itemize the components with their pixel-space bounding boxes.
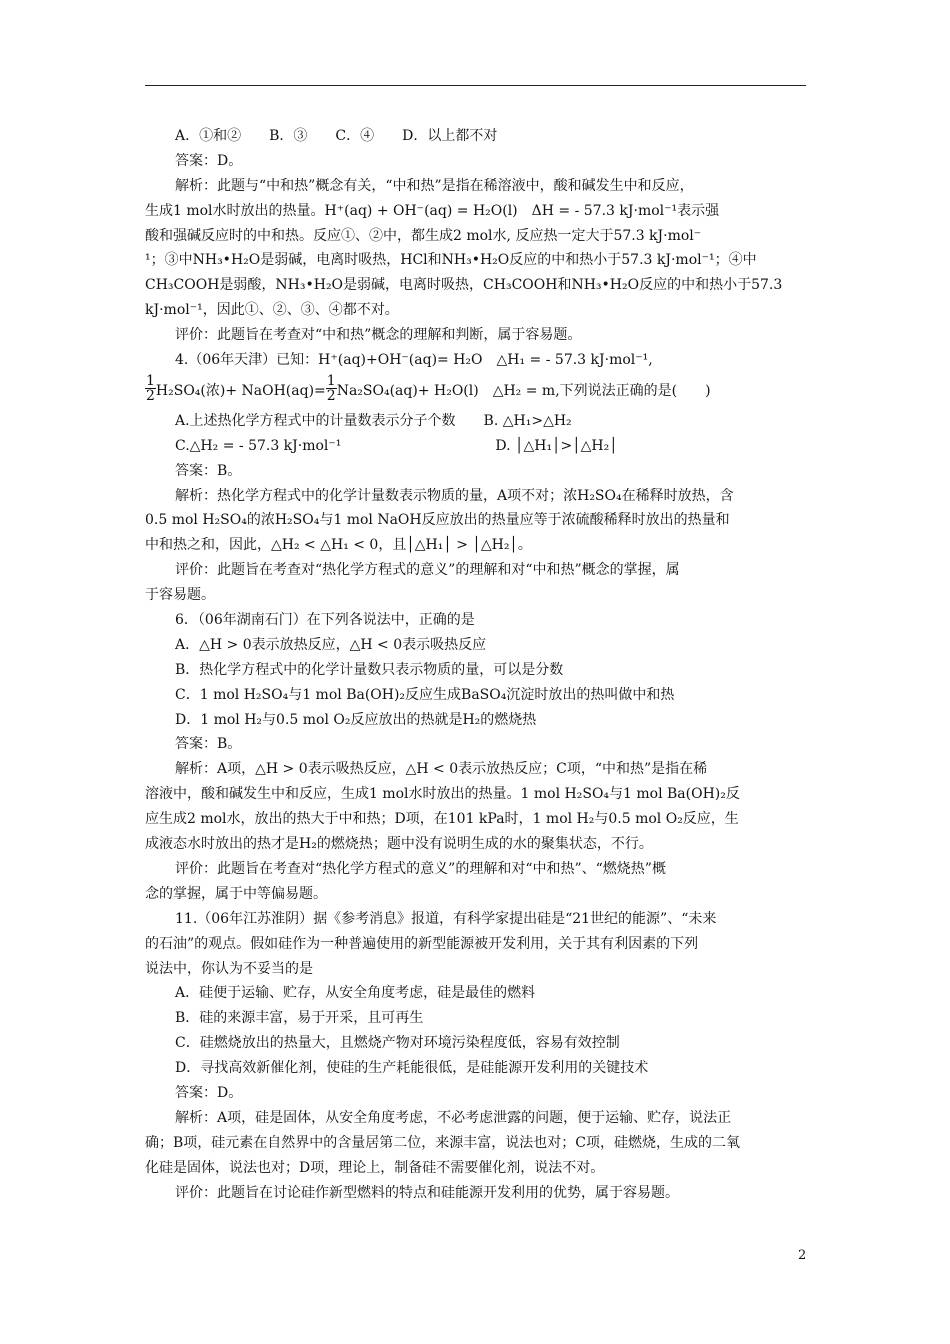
text-line: B．热化学方程式中的化学计量数只表示物质的量，可以是分数 [175,661,564,678]
text-line: A.上述热化学方程式中的计量数表示分子个数 B. △H₁>△H₂ [175,412,572,429]
header-rule [145,85,806,86]
text-line: 化硅是固体，说法也对；D项，理论上，制备硅不需要催化剂，说法不对。 [145,1159,605,1176]
text-line: 于容易题。 [145,587,215,604]
text-line: ¹；③中NH₃•H₂O是弱碱，电离时吸热，HCl和NH₃•H₂O反应的中和热小于57.3 kJ·mol⁻¹；④中 [145,252,757,269]
text-line: 11.（06年江苏淮阴）据《参考消息》报道，有科学家提出硅是“21世纪的能源”、“未来 [175,910,717,927]
text-line: 解析：此题与“中和热”概念有关，“中和热”是指在稀溶液中，酸和碱发生中和反应， [175,177,694,194]
text-line: C．硅燃烧放出的热量大，且燃烧产物对环境污染程度低，容易有效控制 [175,1035,620,1052]
text-line: D．寻找高效新催化剂，使硅的生产耗能很低，是硅能源开发利用的关键技术 [175,1060,649,1077]
text-line: D．1 mol H₂与0.5 mol O₂反应放出的热就是H₂的燃烧热 [175,711,537,728]
text-line: kJ·mol⁻¹，因此①、②、③、④都不对。 [145,302,399,319]
text-line: CH₃COOH是弱酸，NH₃•H₂O是弱碱，电离时吸热，CH₃COOH和NH₃•H₂O反应的中和热小于57.3 [145,277,783,294]
text-line: A．硅便于运输、贮存，从安全角度考虑，硅是最佳的燃料 [175,985,536,1002]
text-line: 4.（06年天津）已知：H⁺(aq)+OH⁻(aq)= H₂O △H₁ = - 57.3 kJ·mol⁻¹, [175,352,653,369]
text-line: 答案：B。 [175,462,242,479]
text-line: A．①和② B．③ C．④ D．以上都不对 [175,128,498,144]
document-body [145,124,807,1205]
page-number: 2 [798,1248,807,1263]
text-line: 6．（06年湖南石门）在下列各说法中，正确的是 [175,612,475,629]
text-line: C．1 mol H₂SO₄与1 mol Ba(OH)₂反应生成BaSO₄沉淀时放出的热叫做中和热 [175,686,675,703]
text-line: 答案：B。 [175,736,242,753]
text-line: 酸和强碱反应时的中和热。反应①、②中，都生成2 mol水, 反应热一定大于57.3 kJ·mol⁻ [145,227,702,244]
equation-line [145,373,807,409]
text-line: 评价：此题旨在考查对“热化学方程式的意义”的理解和对“中和热”、“燃烧热”概 [175,860,666,877]
text-line: 应生成2 mol水，放出的热大于中和热；D项，在101 kPa时，1 mol H₂与0.5 mol O₂反应，生 [145,811,739,828]
text-line: 说法中，你认为不妥当的是 [145,960,313,977]
fraction-half: $\frac{1}{2}$ [146,373,155,405]
text-line: 解析：A项，硅是固体，从安全角度考虑，不必考虑泄露的问题，便于运输、贮存，说法正 [175,1109,732,1126]
text-line: 确；B项，硅元素在自然界中的含量居第二位，来源丰富，说法也对；C项，硅燃烧，生成的二氧 [145,1134,740,1151]
text-line: 评价：此题旨在考查对“热化学方程式的意义”的理解和对“中和热”概念的掌握，属 [175,562,680,579]
fraction-half: $\frac{1}{2}$ [326,373,336,405]
text-line: C.△H₂ = - 57.3 kJ·mol⁻¹ D. │△H₁│>│△H₂│ [175,437,618,454]
text-line: 溶液中，酸和碱发生中和反应，生成1 mol水时放出的热量。1 mol H₂SO₄与1 mol Ba(OH)₂反 [145,786,740,803]
text-line: 评价：此题旨在讨论硅作新型燃料的特点和硅能源开发利用的优势，属于容易题。 [175,1184,679,1201]
text-line: 解析：A项，△H > 0表示吸热反应，△H < 0表示放热反应；C项，“中和热”是指在稀 [175,761,708,778]
text-block-2 [145,409,807,1206]
text-line: 中和热之和，因此，△H₂ < △H₁ < 0，且│△H₁│ > │△H₂│。 [145,537,532,554]
equation-text-1: H₂SO₄(浓)+ NaOH(aq)= [155,382,326,399]
text-line: A．△H > 0表示放热反应，△H < 0表示吸热反应 [175,636,487,653]
text-line: 0.5 mol H₂SO₄的浓H₂SO₄与1 mol NaOH反应放出的热量应等于浓硫酸稀释时放出的热量和 [145,512,730,529]
text-line: 评价：此题旨在考查对“中和热”概念的理解和判断，属于容易题。 [175,327,582,344]
text-line: 的石油”的观点。假如硅作为一种普遍使用的新型能源被开发利用，关于其有利因素的下列 [145,935,699,952]
text-line: 解析：热化学方程式中的化学计量数表示物质的量，A项不对；浓H₂SO₄在稀释时放热，含 [175,487,734,504]
text-line: 生成1 mol水时放出的热量。H⁺(aq) + OH⁻(aq) = H₂O(l) ΔH = - 57.3 kJ·mol⁻¹表示强 [145,202,720,219]
text-line: 念的掌握，属于中等偏易题。 [145,885,327,902]
equation-text-2: Na₂SO₄(aq)+ H₂O(l) △H₂ = m,下列说法正确的是( ) [336,382,711,399]
text-block-1 [145,124,807,373]
text-line: B．硅的来源丰富，易于开采，且可再生 [175,1010,424,1027]
text-line: 答案：D。 [175,152,243,169]
text-line: 成液态水时放出的热才是H₂的燃烧热；题中没有说明生成的水的聚集状态，不行。 [145,836,653,853]
text-line: 答案：D。 [175,1084,243,1101]
